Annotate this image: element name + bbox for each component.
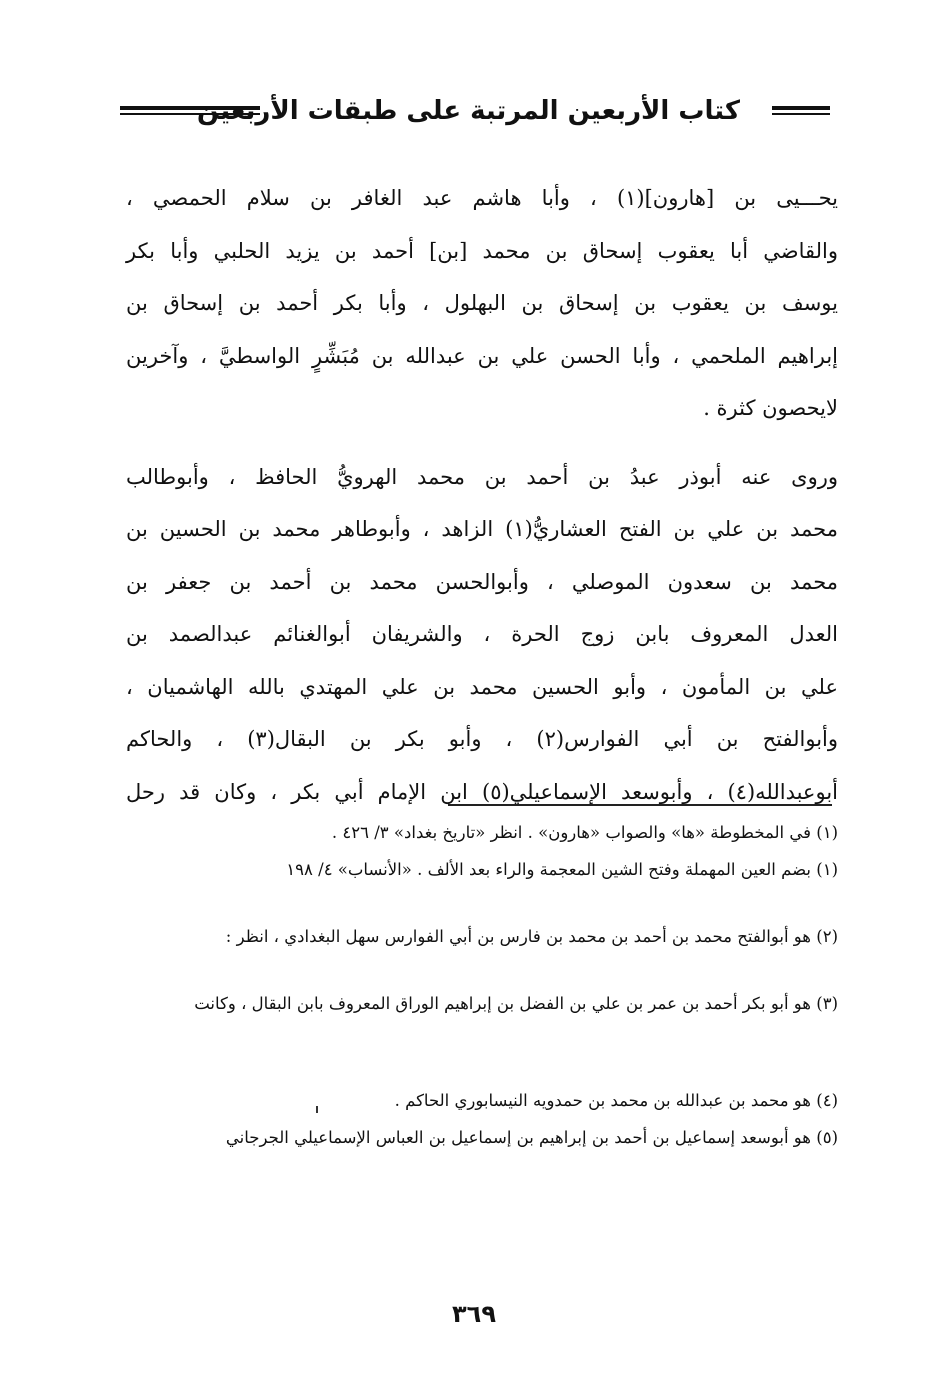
footnote-line bbox=[126, 885, 838, 916]
footnote-line bbox=[126, 1050, 838, 1081]
footnote bbox=[126, 1123, 838, 1184]
footnote-line: (٤) هو محمد بن عبدالله بن محمد بن حمدويه النيسابوري الحاكم . bbox=[394, 1091, 838, 1110]
footnote bbox=[126, 855, 838, 916]
page-number: ٣٦٩ bbox=[452, 1300, 496, 1328]
footnote bbox=[126, 989, 838, 1081]
footnote-line: (٣) هو أبو بكر أحمد بن عمر بن علي بن الفضل بن إبراهيم الوراق المعروف بابن البقال ، وكانت bbox=[194, 993, 838, 1013]
footnote bbox=[126, 1086, 838, 1117]
text-line: يوسف بن يعقوب بن إسحاق بن البهلول ، وأبا بكر أحمد بن إسحاق بن bbox=[126, 291, 838, 315]
paragraph-2 bbox=[126, 451, 838, 819]
main-text bbox=[126, 172, 838, 818]
text-line: لايحصون كثرة . bbox=[703, 396, 838, 420]
header-title: كتاب الأربعين المرتبة على طبقات الأربعين bbox=[196, 96, 740, 126]
text-line: محمد بن علي بن الفتح العشاريُّ(١) الزاهد ، وأبوطاهر محمد بن الحسين بن bbox=[126, 517, 838, 541]
text-line: وأبوالفتح بن أبي الفوارس(٢) ، وأبو بكر بن البقال(٣) ، والحاكم bbox=[126, 727, 839, 751]
header-rule-right bbox=[772, 106, 830, 118]
text-line: العدل المعروف بابن زوج الحرة ، والشريفان أبوالغنائم عبدالصمد بن bbox=[126, 622, 838, 646]
scan-speck bbox=[316, 1106, 318, 1113]
footnote-line bbox=[126, 952, 838, 983]
text-line: وروى عنه أبوذر عبدُ بن أحمد بن محمد الهرويُّ الحافظ ، وأبوطالب bbox=[126, 464, 838, 489]
text-line: والقاضي أبا يعقوب إسحاق بن محمد [بن] أحمد بن يزيد الحلبي وأبا بكر bbox=[126, 238, 838, 263]
footnote-line: (١) بضم العين المهملة وفتح الشين المعجمة والراء بعد الألف . «الأنساب» ٤/ ١٩٨ bbox=[286, 859, 838, 879]
footnote-line bbox=[126, 1019, 838, 1050]
footnote-line: (١) في المخطوطة «ها» والصواب «هارون» . انظر «تاريخ بغداد» ٣/ ٤٢٦ . bbox=[331, 823, 838, 842]
footnote-line: (٥) هو أبوسعد إسماعيل بن أحمد بن إبراهيم بن إسماعيل بن العباس الإسماعيلي الجرجاني bbox=[225, 1127, 838, 1147]
running-header bbox=[120, 92, 830, 142]
footnote-line bbox=[126, 1153, 838, 1184]
text-line: أبوعبدالله(٤) ، وأبوسعد الإسماعيلي(٥) ابن الإمام أبي بكر ، وكان قد رحل bbox=[126, 779, 838, 804]
text-line: يحـــيى بن [هارون](١) ، وأبا هاشم عبد الغافر بن سلام الحمصي ، bbox=[126, 186, 838, 210]
footnote-line: (٢) هو أبوالفتح محمد بن أحمد بن محمد بن فارس بن أبي الفوارس سهل البغدادي ، انظر : bbox=[225, 926, 838, 946]
text-line: محمد بن سعدون الموصلي ، وأبوالحسن محمد بن أحمد بن جعفر بن bbox=[126, 569, 838, 594]
footnote bbox=[126, 922, 838, 983]
text-line: إبراهيم الملحمي ، وأبا الحسن علي بن عبدالله بن مُبَشِّرٍ الواسطيَّ ، وآخرين bbox=[126, 343, 838, 368]
text-line: علي بن المأمون ، وأبو الحسين محمد بن علي المهتدي بالله الهاشميان ، bbox=[126, 674, 838, 699]
footnotes bbox=[126, 818, 838, 1190]
paragraph-1 bbox=[126, 172, 838, 435]
footnote-separator bbox=[448, 804, 832, 806]
footnote bbox=[126, 818, 838, 849]
